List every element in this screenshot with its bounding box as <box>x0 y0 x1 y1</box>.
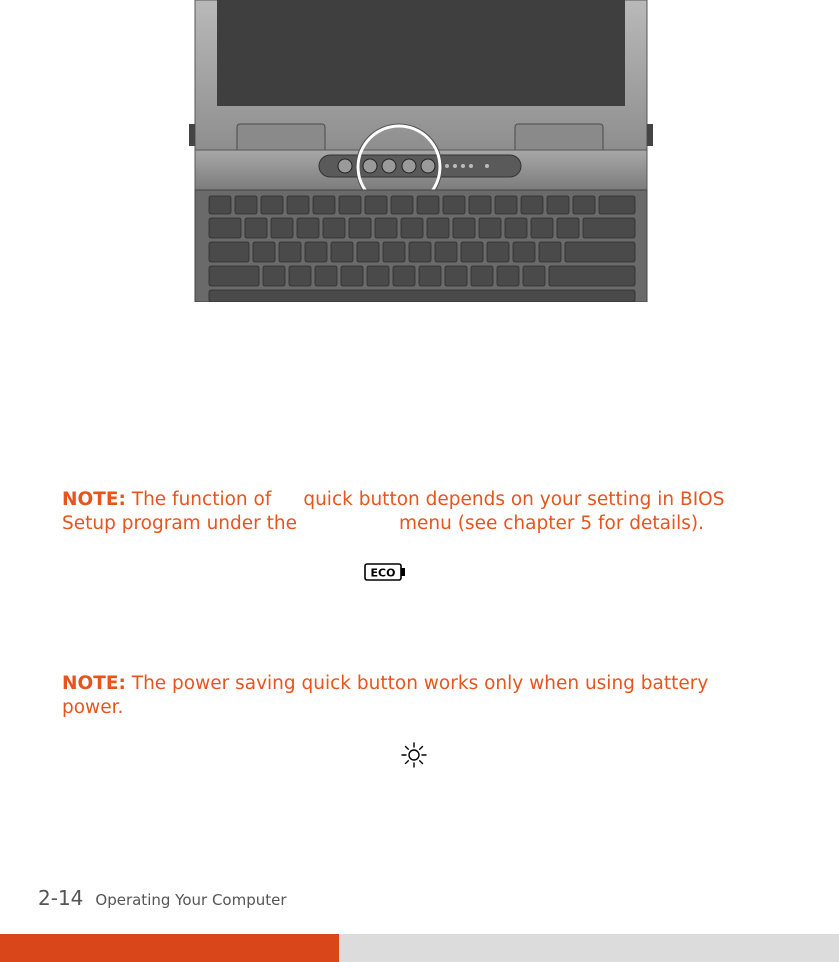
eco-battery-icon <box>364 563 406 581</box>
note-label: NOTE: <box>62 489 126 510</box>
note-text: The function of <box>131 489 272 510</box>
page-footer <box>38 886 287 910</box>
laptop-illustration <box>189 0 653 302</box>
note-bios-function <box>62 488 782 536</box>
note-label: NOTE: <box>62 673 126 694</box>
footer-bar-gray <box>339 934 839 962</box>
footer-bar-accent <box>0 934 339 962</box>
chapter-title: Operating Your Computer <box>95 891 287 909</box>
note-text: The power saving quick button works only when using battery power. <box>62 673 709 718</box>
note-power-saving <box>62 672 742 720</box>
eco-text: ECO <box>370 566 396 580</box>
note-line-1 <box>62 488 782 512</box>
note-text: quick button depends on your setting in BIOS <box>303 489 725 510</box>
note-line-2 <box>62 512 782 536</box>
note-text: Setup program under the <box>62 513 297 534</box>
note-text: menu (see chapter 5 for details). <box>399 513 705 534</box>
page-number: 2-14 <box>38 886 84 910</box>
sun-icon <box>401 742 427 768</box>
